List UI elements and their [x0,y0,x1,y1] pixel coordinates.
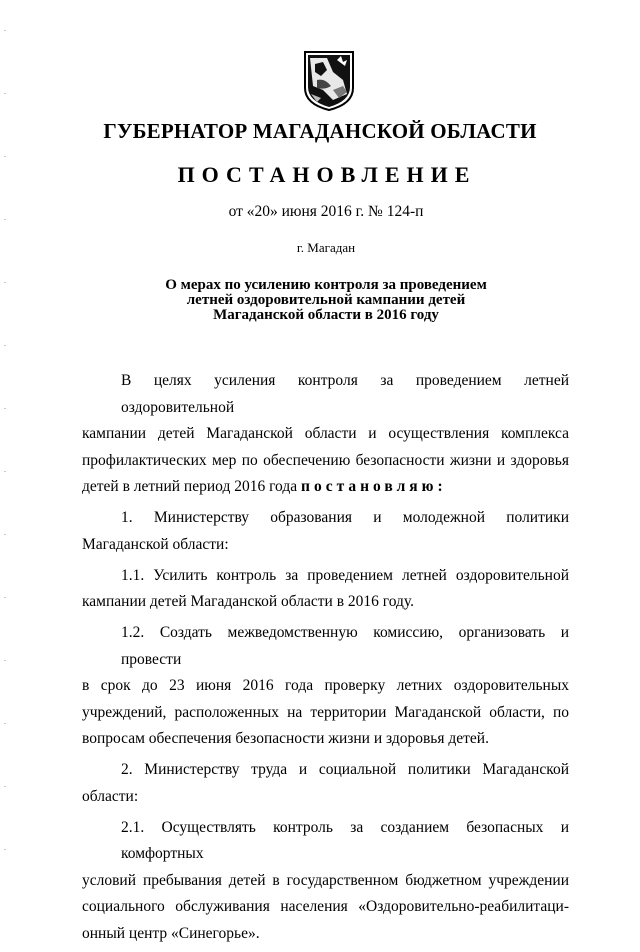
coat-of-arms-icon [303,50,355,112]
document-body [82,368,569,952]
subject-line: О мерах по усилению контроля за проведением [165,277,487,293]
issuer-title: ГУБЕРНАТОР МАГАДАНСКОЙ ОБЛАСТИ [103,119,537,143]
paragraph-preamble: В целях усиления контроля за проведением летней оздоровительной кампании детей Магаданской области и осуществления комплекса профилактических мер по обеспечению безопасности жизни и здоровья детей в летний период 2016 года постановляю: [82,372,569,495]
document-subject [0,278,640,323]
document-type: ПОСТАНОВЛЕНИЕ [177,162,477,187]
decree-word: постановляю: [301,478,447,495]
document-date-number: от «20» июня 2016 г. № 124-п [228,203,424,220]
paragraph-2-1: 2.1. Осуществлять контроль за созданием безопасных и комфортных условий пребывания детей в государственном бюджетном учреждении социального обслуживания населения «Оздоровительно-реабилитаци- онный центр «Синегорье». [82,818,569,942]
scan-edge-marks [4,30,6,890]
subject-line: Магаданской области в 2016 году [213,307,439,323]
subject-line: летней оздоровительной кампании детей [186,292,466,308]
paragraph-1: 1. Министерству образования и молодежной политики Магаданской области: [82,509,569,553]
paragraph-2: 2. Министерству труда и социальной политики Магаданской области: [82,761,569,805]
paragraph-1-1: 1.1. Усилить контроль за проведением летней оздоровительной кампании детей Магаданской области в 2016 году. [82,566,569,610]
document-city: г. Магадан [296,240,356,255]
paragraph-1-2: 1.2. Создать межведомственную комиссию, организовать и провести в срок до 23 июня 2016 года проверку летних оздоровительных учреждений, расположенных на территории Магаданской области, по вопросам обеспечения безопасности жизни и здоровья детей. [82,624,569,747]
